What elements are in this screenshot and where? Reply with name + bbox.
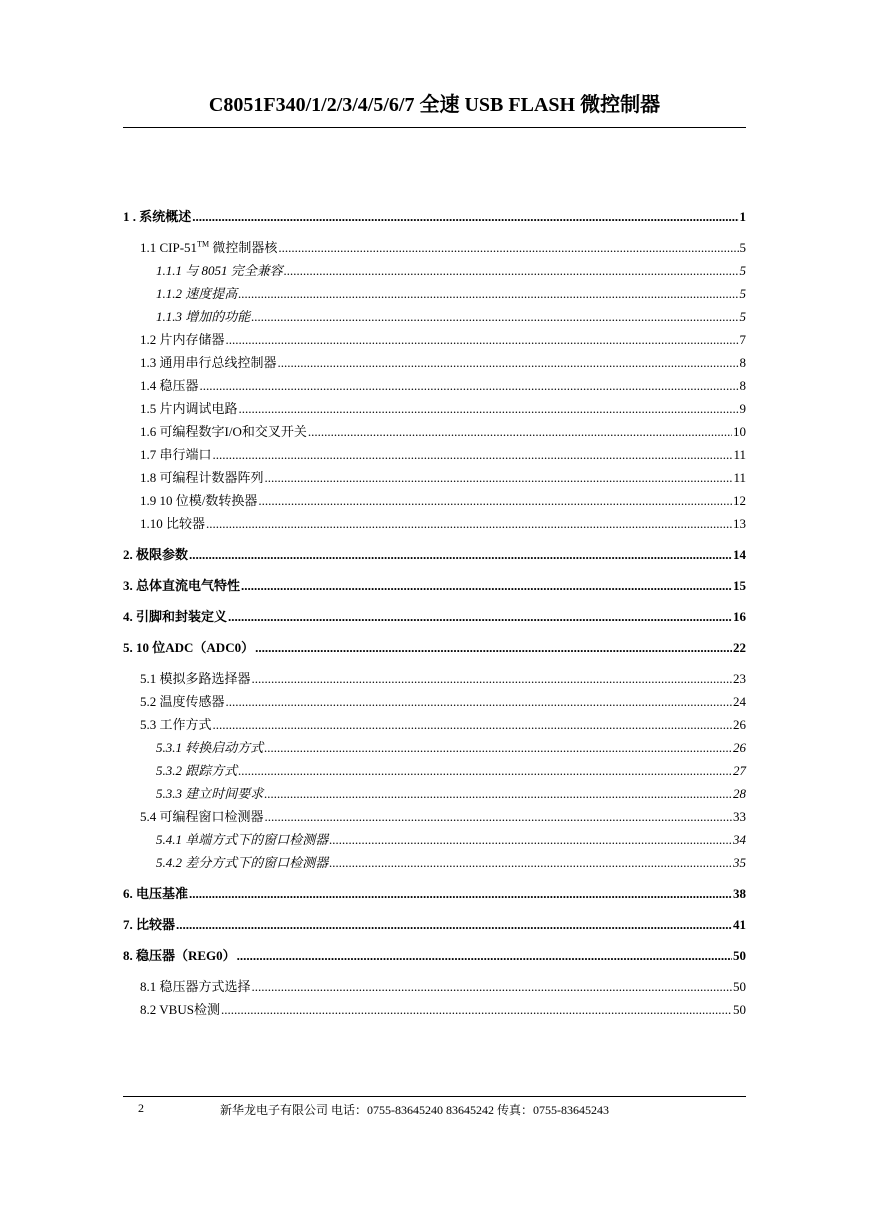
toc-entry-label: 5.4 可编程窗口检测器 [140,809,264,824]
toc-page-number: 8 [739,355,746,370]
footer-company-contact: 新华龙电子有限公司 电话：0755-83645240 83645242 传真：0755-83645243 [220,1103,609,1117]
toc-entry[interactable] [123,636,746,659]
toc-entry[interactable] [123,667,746,690]
toc-leader-dots [213,443,733,466]
toc-entry-label: 4. 引脚和封装定义 [123,609,228,624]
toc-entry[interactable] [123,512,746,535]
toc-entry[interactable] [123,259,746,282]
toc-entry[interactable] [123,489,746,512]
toc-entry[interactable] [123,736,746,759]
toc-entry[interactable] [123,305,746,328]
toc-page-number: 34 [733,832,746,847]
toc-entry[interactable] [123,282,746,305]
toc-entry-label: 1.5 片内调试电路 [140,401,238,416]
toc-page-number: 10 [733,424,746,439]
toc-leader-dots [237,944,732,967]
toc-entry[interactable] [123,690,746,713]
toc-entry[interactable] [123,713,746,736]
header-divider [123,127,746,128]
toc-page-number: 5 [739,240,746,255]
toc-leader-dots [278,351,739,374]
toc-page-number: 8 [739,378,746,393]
toc-entry[interactable] [123,397,746,420]
toc-leader-dots [238,282,738,305]
toc-leader-dots [238,759,732,782]
table-of-contents [123,205,746,1021]
toc-leader-dots [221,998,732,1021]
toc-page-number: 5 [739,309,746,324]
toc-page-number: 9 [739,401,746,416]
toc-entry[interactable] [123,998,746,1021]
toc-page-number: 15 [733,578,746,593]
toc-entry[interactable] [123,420,746,443]
toc-entry[interactable] [123,605,746,628]
toc-entry-label: 2. 极限参数 [123,547,189,562]
toc-entry-label: 6. 电压基准 [123,886,189,901]
toc-leader-dots [189,543,732,566]
toc-page-number: 35 [733,855,746,870]
toc-leader-dots [189,882,732,905]
toc-entry-label: 1.6 可编程数字I/O和交叉开关 [140,424,307,439]
toc-leader-dots [192,205,738,228]
trademark-superscript: TM [197,239,210,249]
toc-entry-label: 5.3.1 转换启动方式 [156,740,264,755]
toc-entry[interactable] [123,828,746,851]
toc-page-number: 33 [733,809,746,824]
toc-leader-dots [206,512,732,535]
toc-entry[interactable] [123,374,746,397]
toc-entry[interactable] [123,944,746,967]
toc-entry-label: 5. 10 位ADC（ADC0） [123,640,255,655]
toc-entry[interactable] [123,236,746,259]
toc-page-number: 14 [733,547,746,562]
toc-page-number: 1 [739,209,746,224]
toc-entry-label: 1.1.2 速度提高 [156,286,238,301]
toc-entry[interactable] [123,975,746,998]
toc-page-number: 28 [733,786,746,801]
toc-page-number: 50 [733,948,746,963]
toc-entry[interactable] [123,328,746,351]
toc-page-number: 50 [733,1002,746,1017]
toc-page-number: 38 [733,886,746,901]
toc-entry-label: 1.1.3 增加的功能 [156,309,251,324]
toc-entry-label: 1.9 10 位模/数转换器 [140,493,258,508]
toc-leader-dots [252,975,732,998]
toc-leader-dots [329,851,732,874]
toc-leader-dots [264,736,732,759]
toc-page-number: 5 [739,263,746,278]
toc-leader-dots [251,305,738,328]
page-title: C8051F340/1/2/3/4/5/6/7 全速 USB FLASH 微控制器 [208,94,661,116]
toc-entry-label: 8.1 稳压器方式选择 [140,979,251,994]
toc-leader-dots [239,397,739,420]
toc-entry-label: 1 . 系统概述 [123,209,192,224]
toc-entry-label: 5.4.2 差分方式下的窗口检测器 [156,855,329,870]
toc-page-number: 24 [733,694,746,709]
toc-entry-label: 8. 稳压器（REG0） [123,948,236,963]
toc-entry-label: 7. 比较器 [123,917,176,932]
toc-leader-dots [226,328,739,351]
toc-entry[interactable] [123,466,746,489]
toc-leader-dots [213,713,732,736]
toc-entry-label: 1.10 比较器 [140,516,206,531]
toc-page-number: 26 [733,740,746,755]
toc-entry-label: 5.4.1 单端方式下的窗口检测器 [156,832,329,847]
toc-entry-label: 1.2 片内存储器 [140,332,225,347]
toc-entry[interactable] [123,543,746,566]
toc-leader-dots [264,782,732,805]
toc-entry[interactable] [123,759,746,782]
toc-entry[interactable] [123,782,746,805]
toc-entry[interactable] [123,913,746,936]
toc-leader-dots [255,636,732,659]
toc-entry-label: 3. 总体直流电气特性 [123,578,241,593]
toc-leader-dots [265,466,733,489]
toc-entry-label: 1.1.1 与 8051 完全兼容 [156,263,283,278]
toc-entry[interactable] [123,882,746,905]
toc-entry-label: 5.2 温度传感器 [140,694,225,709]
toc-leader-dots [278,236,738,259]
toc-page-number: 12 [733,493,746,508]
toc-page-number: 26 [733,717,746,732]
toc-leader-dots [329,828,732,851]
toc-entry-label: 5.1 模拟多路选择器 [140,671,251,686]
toc-page-number: 22 [733,640,746,655]
toc-entry-label: 5.3 工作方式 [140,717,212,732]
toc-leader-dots [308,420,732,443]
toc-entry[interactable] [123,351,746,374]
toc-leader-dots [226,690,732,713]
toc-page-number: 11 [733,447,746,462]
toc-leader-dots [258,489,732,512]
toc-entry[interactable] [123,205,746,228]
toc-page-number: 11 [733,470,746,485]
toc-entry[interactable] [123,851,746,874]
toc-leader-dots [284,259,739,282]
toc-entry-label: 1.3 通用串行总线控制器 [140,355,277,370]
toc-entry[interactable] [123,574,746,597]
toc-page-number: 5 [739,286,746,301]
footer-divider [123,1096,746,1097]
toc-entry-label: 1.4 稳压器 [140,378,199,393]
toc-entry-label: 1.7 串行端口 [140,447,212,462]
toc-leader-dots [200,374,739,397]
toc-entry-label: 1.1 CIP-51™ 微控制器核 [140,239,278,255]
footer-page-number: 2 [138,1101,144,1115]
toc-page-number: 23 [733,671,746,686]
toc-entry-label: 1.8 可编程计数器阵列 [140,470,264,485]
toc-page-number: 27 [733,763,746,778]
toc-page-number: 16 [733,609,746,624]
toc-entry-label: 5.3.2 跟踪方式 [156,763,238,778]
toc-leader-dots [265,805,732,828]
toc-leader-dots [176,913,732,936]
toc-page-number: 7 [739,332,746,347]
toc-page-number: 13 [733,516,746,531]
toc-entry[interactable] [123,805,746,828]
toc-page-number: 50 [733,979,746,994]
toc-leader-dots [228,605,732,628]
toc-entry-label: 8.2 VBUS检测 [140,1002,220,1017]
toc-leader-dots [252,667,732,690]
toc-leader-dots [241,574,732,597]
toc-entry[interactable] [123,443,746,466]
toc-page-number: 41 [733,917,746,932]
toc-entry-label: 5.3.3 建立时间要求 [156,786,264,801]
